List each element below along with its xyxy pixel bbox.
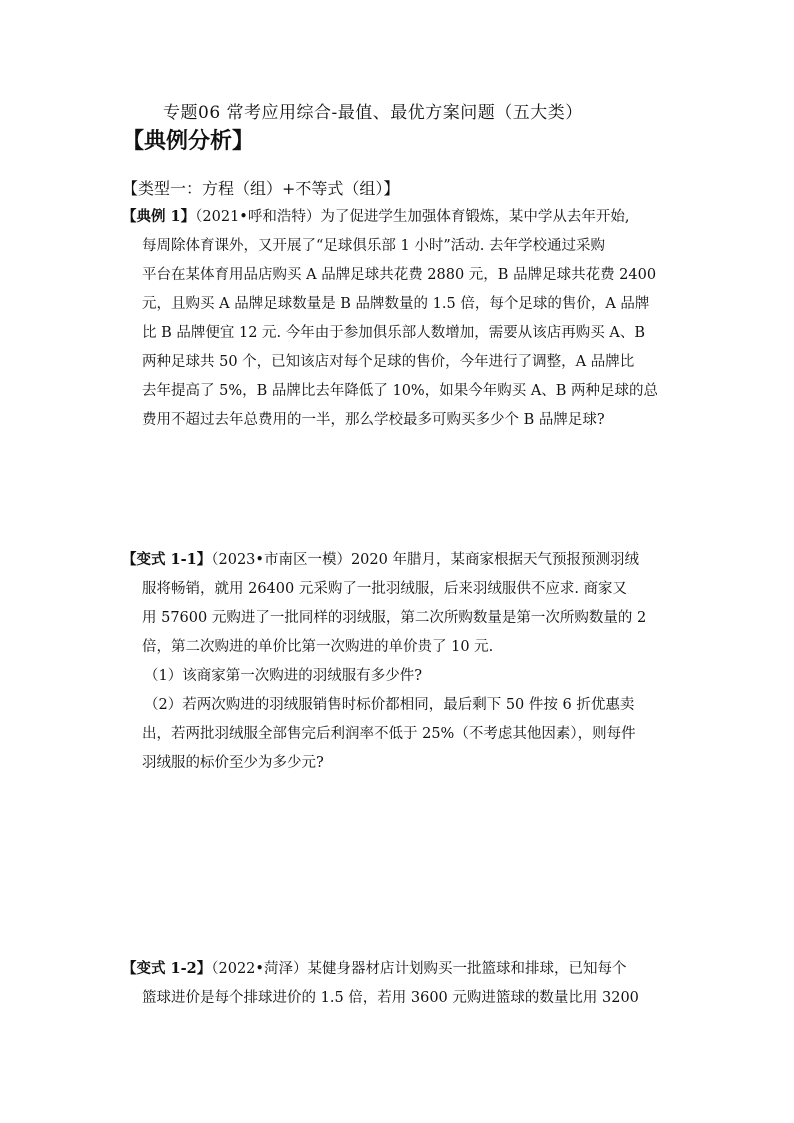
problem-line: 篮球进价是每个排球进价的 1.5 倍，若用 3600 元购进篮球的数量比用 3200: [142, 990, 639, 1006]
variant-problem-1-1: [122, 545, 682, 778]
problem-line: 去年提高了 5%，B 品牌比去年降低了 10%，如果今年购买 A、B 两种足球的总: [142, 383, 659, 399]
problem-line: [122, 202, 682, 232]
sub-question-2-cont: 出，若两批羽绒服全部售完后利润率不低于 25%（不考虑其他因素），则每件: [142, 726, 636, 742]
variant-problem-1-2: [122, 954, 682, 1013]
document-title: 专题06 常考应用综合-最值、最优方案问题（五大类）: [163, 103, 583, 123]
problem-line: 每周除体育课外，又开展了“足球俱乐部 1 小时”活动. 去年学校通过采购: [142, 238, 605, 254]
problem-line: 比 B 品牌便宜 12 元. 今年由于参加俱乐部人数增加，需要从该店再购买 A、B: [142, 325, 645, 341]
problem-line: 用 57600 元购进了一批同样的羽绒服，第二次所购数量是第一次所购数量的 2: [142, 610, 647, 626]
problem-line: 元，且购买 A 品牌足球数量是 B 品牌数量的 1.5 倍，每个足球的售价，A 品牌: [142, 296, 650, 312]
problem-line: 平台在某体育用品店购买 A 品牌足球共花费 2880 元，B 品牌足球共花费 2400: [142, 267, 657, 283]
sub-question-2: （2）若两次购进的羽绒服销售时标价都相同，最后剩下 50 件按 6 折优惠卖: [144, 697, 635, 713]
problem-text: （2022•菏泽）某健身器材店计划购买一批篮球和排球，已知每个: [211, 961, 627, 977]
problem-text: （2023•市南区一模）2020 年腊月，某商家根据天气预报预测羽绒: [211, 552, 639, 568]
problem-line: [122, 545, 682, 575]
problem-text: （2021•呼和浩特）为了促进学生加强体育锻炼，某中学从去年开始,: [195, 209, 630, 225]
sub-question-1: （1）该商家第一次购进的羽绒服有多少件?: [144, 668, 422, 684]
problem-tag: 【变式 1-1】: [122, 551, 212, 568]
problem-line: [122, 954, 682, 984]
type-header: 【类型一：方程（组）+不等式（组）】: [122, 179, 400, 198]
example-problem-1: [122, 202, 682, 435]
problem-line: 倍，第二次购进的单价比第一次购进的单价贵了 10 元.: [142, 639, 494, 655]
sub-question-2-cont: 羽绒服的标价至少为多少元?: [142, 755, 324, 771]
section-header: 【典例分析】: [122, 128, 255, 154]
problem-tag: 【典例 1】: [122, 208, 196, 225]
problem-tag: 【变式 1-2】: [122, 960, 212, 977]
problem-line: 服将畅销，就用 26400 元采购了一批羽绒服，后来羽绒服供不应求. 商家又: [142, 581, 628, 597]
problem-line: 费用不超过去年总费用的一半，那么学校最多可购买多少个 B 品牌足球?: [142, 412, 605, 428]
problem-line: 两种足球共 50 个，已知该店对每个足球的售价，今年进行了调整，A 品牌比: [142, 354, 635, 370]
